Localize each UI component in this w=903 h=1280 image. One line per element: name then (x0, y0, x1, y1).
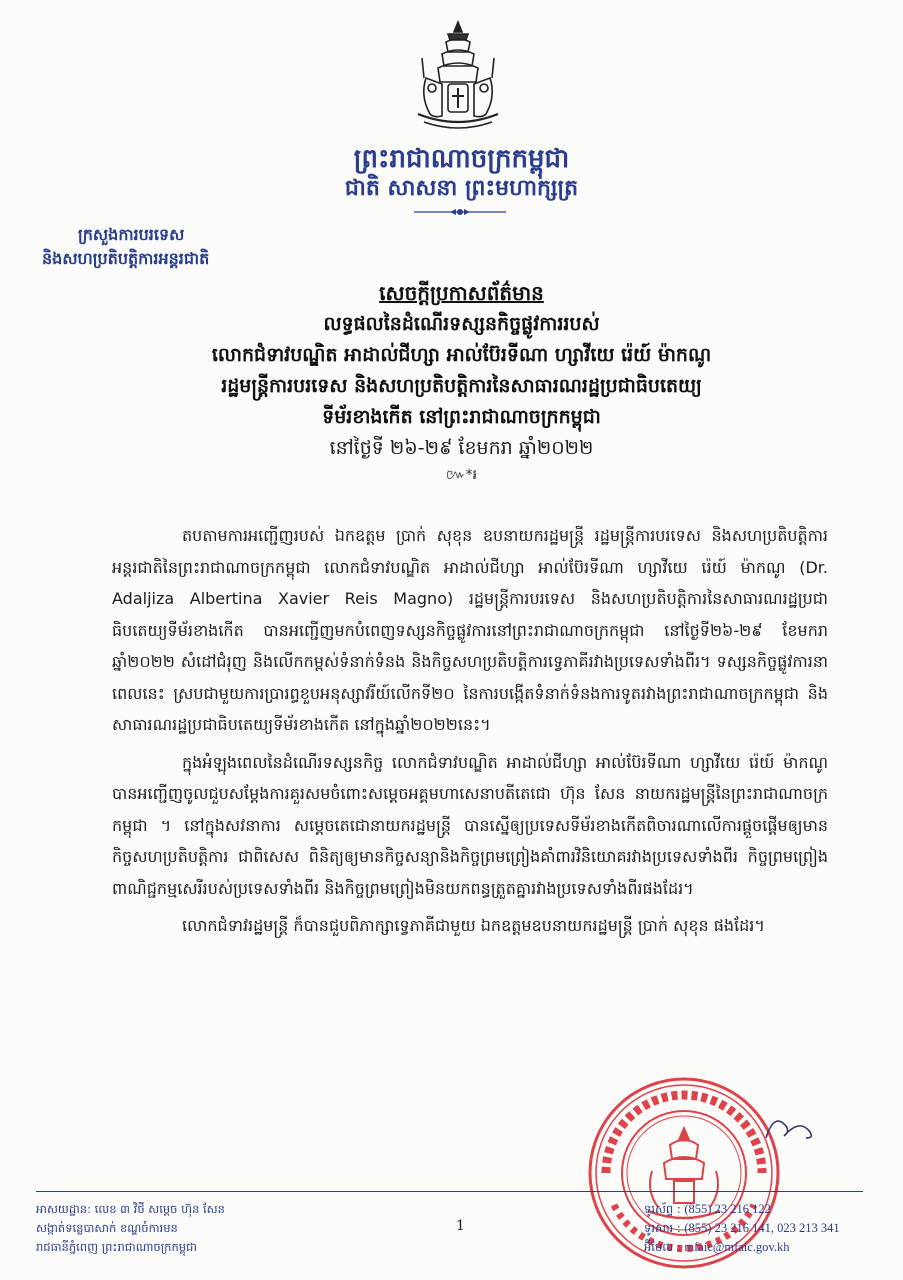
document-title-block (60, 278, 863, 486)
fax-label: ទូរសារ : (644, 1221, 681, 1235)
subtitle-line: លទ្ធផលនៃដំណើរទស្សនកិច្ចផ្លូវការរបស់ (323, 313, 600, 335)
ministry-name-line1: ក្រសួងការបរទេស (78, 225, 185, 244)
email-value: mfaic@mfaic.gov.kh (684, 1240, 790, 1254)
paragraph: តបតាមការអញ្ជើញរបស់ ឯកឧត្តម ប្រាក់ សុខុន ឧបនាយករដ្ឋមន្ត្រី រដ្ឋមន្ត្រីការបរទេស និងសហប្រតិបត្តិការអន្តរជាតិនៃព្រះរាជាណាចក្រកម្ពុជា លោកជំទាវបណ្ឌិត អាដាល់ជីហ្សា អាល់ប៊ែរទីណា ហ្សាវីយេ រ៉េយ៍ ម៉ាកណូ (Dr. Adaljiza Albertina Xavier Reis Magno) រដ្ឋមន្ត្រីការបរទេស និងសហប្រតិបត្តិការនៃសាធារណរដ្ឋប្រជាធិបតេយ្យទីម័រខាងកើត បានអញ្ជើញមកបំពេញទស្សនកិច្ចផ្លូវការនៅព្រះរាជាណាចក្រកម្ពុជា នៅថ្ងៃទី២៦-២៩ ខែមករា ឆ្នាំ២០២២ សំដៅជំរុញ និងលើកកម្ពស់ទំនាក់ទំនង និងកិច្ចសហប្រតិបត្តិការទ្វេភាគីរវាងប្រទេសទាំងពីរ។ ទស្សនកិច្ចផ្លូវការនាពេលនេះ ស្របជាមួយការប្រារព្ធខួបអនុស្សាវរីយ៍លើកទី២០ នៃការបង្កើតទំនាក់ទំនងការទូតរវាងព្រះរាជាណាចក្រកម្ពុជា និងសាធារណរដ្ឋប្រជាធិបតេយ្យទីម័រខាងកើត នៅក្នុងឆ្នាំ២០២២នេះ។ (112, 526, 828, 734)
subtitle-line: រដ្ឋមន្ត្រីការបរទេស និងសហប្រតិបត្តិការនៃសាធារណរដ្ឋប្រជាធិបតេយ្យ (221, 375, 702, 397)
email-label: អ៊ីមែល : (644, 1240, 681, 1254)
address-line: អាសយដ្ឋាន: លេខ ៣ វិថី សម្តេច ហ៊ុន សែន (36, 1202, 225, 1216)
ornament-divider-icon (410, 206, 510, 218)
footer-contacts (644, 1200, 840, 1257)
address-line: សង្កាត់ទន្លេបាសាក់ ខណ្ឌចំការមន (36, 1221, 178, 1235)
phone-value: (855) 23 216 122 (684, 1202, 771, 1216)
document-body (112, 520, 828, 948)
fax-value: (855) 23 216 141, 023 213 341 (684, 1221, 840, 1235)
visit-date: នៅថ្ងៃទី ២៦-២៩ ខែមករា ឆ្នាំ២០២២ (329, 437, 594, 459)
phone-label: ទូរស័ព្ទ : (644, 1202, 681, 1216)
address-line: រាជធានីភ្នំពេញ ព្រះរាជាណាចក្រកម្ពុជា (36, 1240, 197, 1254)
kingdom-title: ព្រះរាជាណាចក្រកម្ពុជា (353, 144, 570, 174)
email-line (644, 1238, 840, 1257)
paragraph: ក្នុងអំឡុងពេលនៃដំណើរទស្សនកិច្ច លោកជំទាវបណ្ឌិត អាដាល់ជីហ្សា អាល់ប៊ែរទីណា ហ្សាវីយេ រ៉េយ៍ ម៉ាកណូ បានអញ្ជើញចូលជួបសម្តែងការគួរសមចំពោះសម្តេចអគ្គមហាសេនាបតីតេជោ ហ៊ុន សែន នាយករដ្ឋមន្ត្រីនៃព្រះរាជាណាចក្រកម្ពុជា ។ នៅក្នុងសវនាការ សម្តេចតេជោនាយករដ្ឋមន្ត្រី បានស្នើឲ្យប្រទេសទីម័រខាងកើតពិចារណាលើការផ្តួចផ្តើមឲ្យមានកិច្ចសហប្រតិបត្តិការ ជាពិសេស ពិនិត្យឲ្យមានកិច្ចសន្យានិងកិច្ចព្រមព្រៀងគាំពារវិនិយោគរវាងប្រទេសទាំងពីរ កិច្ចព្រមព្រៀងពាណិជ្ជកម្មសេរីរបស់ប្រទេសទាំងពីរ និងកិច្ចព្រមព្រៀងមិនយកពន្ធត្រួតគ្នារវាងប្រទេសទាំងពីរផងដែរ។ (112, 752, 828, 898)
paragraph: លោកជំទាវរដ្ឋមន្ត្រី ក៏បានជួបពិភាក្សាទ្វេភាគីជាមួយ ឯកឧត្តមឧបនាយករដ្ឋមន្ត្រី ប្រាក់ សុខុន ផងដែរ។ (182, 916, 765, 935)
royal-coat-of-arms-icon (412, 18, 504, 134)
footer-address (36, 1200, 225, 1257)
document-title: សេចក្តីប្រកាសព័ត៌មាន (379, 281, 544, 305)
national-motto: ជាតិ សាសនា ព្រះមហាក្សត្រ (344, 176, 579, 201)
page-number: 1 (456, 1218, 465, 1234)
title-separator: ៚*៛ (445, 467, 478, 483)
fax-line (644, 1219, 840, 1238)
subtitle-line: លោកជំទាវបណ្ឌិត អាដាល់ជីហ្សា អាល់ប៊ែរទីណា ហ្សាវីយេ រ៉េយ៍ ម៉ាកណូ (211, 344, 712, 366)
ministry-name-line2: និងសហប្រតិបត្តិការអន្តរជាតិ (42, 249, 210, 268)
footer-divider (36, 1191, 863, 1192)
phone-line (644, 1200, 840, 1219)
handwritten-signature (760, 1108, 820, 1144)
subtitle-line: ទីម័រខាងកើត នៅព្រះរាជាណាចក្រកម្ពុជា (322, 406, 601, 428)
